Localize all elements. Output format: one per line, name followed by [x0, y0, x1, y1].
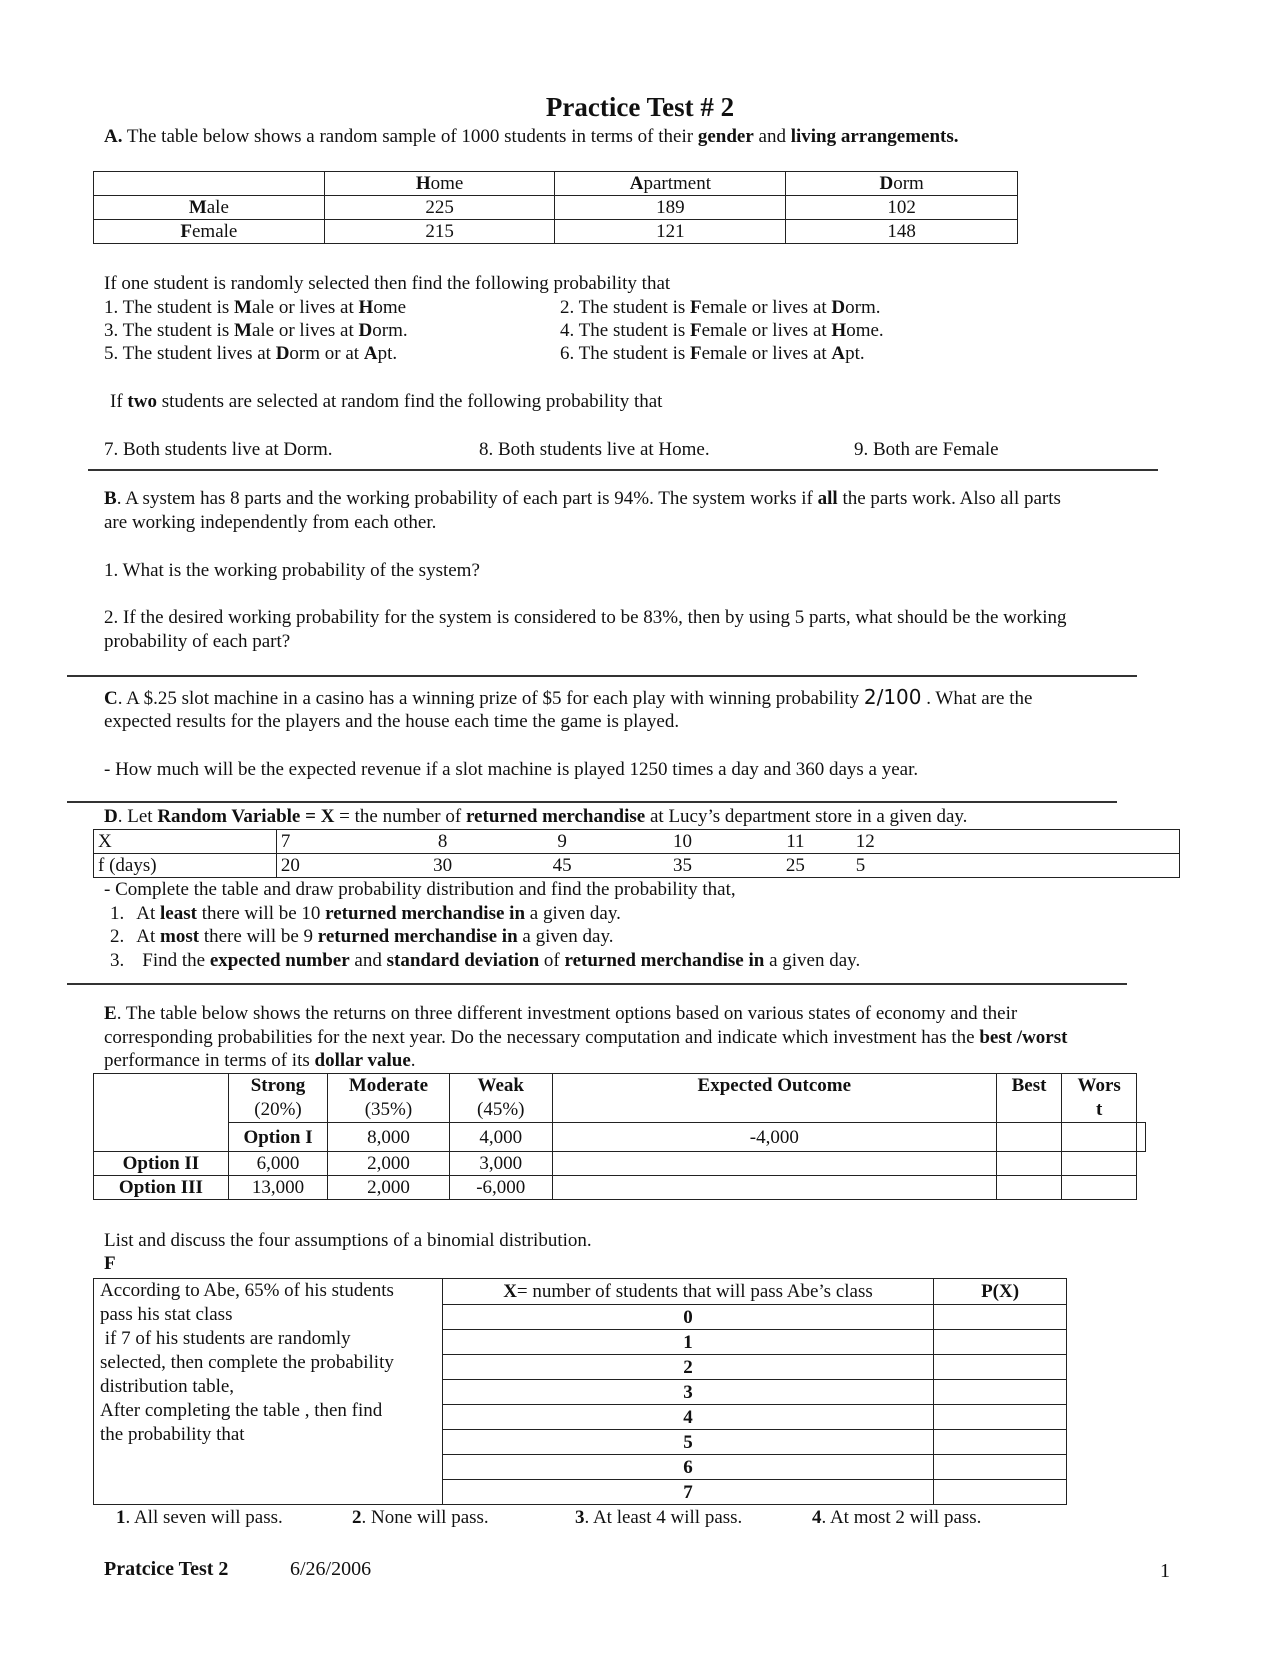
header-dorm: Dorm — [786, 172, 1018, 196]
cell-moderate: 2,000 — [328, 1176, 449, 1200]
question-f3: 3. At least 4 will pass. — [575, 1507, 743, 1528]
x-value: 8 — [387, 830, 498, 854]
cell-female-apartment: 121 — [555, 220, 786, 244]
row-label-option-iii: Option III — [94, 1176, 229, 1200]
x-value: 5 — [442, 1430, 933, 1455]
section-d-intro: D. Let Random Variable = X = the number of returned merchandise at Lucy’s department store in a given day. — [104, 806, 968, 827]
section-d-label: D — [104, 806, 118, 827]
section-a-intro: A. The table below shows a random sample of 1000 students in terms of their gender and living arrangements. — [104, 126, 959, 147]
question-a1: 1. The student is Male or lives at Home — [104, 297, 407, 318]
cell-best — [996, 1176, 1062, 1200]
cell-weak: -4,000 — [552, 1123, 996, 1152]
x-value: 7 — [276, 830, 387, 854]
cell-best — [996, 1152, 1062, 1176]
question-a5: 5. The student lives at Dorm or at Apt. — [104, 343, 398, 364]
cell-moderate: 2,000 — [328, 1152, 449, 1176]
question-f1: 1. All seven will pass. — [116, 1507, 283, 1528]
divider — [67, 801, 1117, 803]
header-weak: Weak (45%) — [449, 1074, 552, 1123]
cell-male-apartment: 189 — [555, 196, 786, 220]
question-d2: 2. At most there will be 9 returned merchandise in a given day. — [110, 926, 614, 947]
cell-expected — [552, 1152, 996, 1176]
table-row — [94, 196, 1018, 220]
table-row — [94, 830, 1180, 854]
row-label-option-i: Option I — [228, 1123, 327, 1152]
binomial-prompt: List and discuss the four assumptions of a binomial distribution. — [104, 1230, 592, 1251]
px-cell — [934, 1355, 1067, 1380]
px-cell — [934, 1405, 1067, 1430]
cell-strong: 6,000 — [228, 1152, 327, 1176]
winning-probability-fraction: 2/100 — [863, 685, 922, 709]
cell-female-dorm: 148 — [786, 220, 1018, 244]
row-label-f: f (days) — [94, 854, 277, 878]
f-value: 25 — [739, 854, 852, 878]
cell-worst — [1062, 1152, 1137, 1176]
section-c-line2: expected results for the players and the house each time the game is played. — [104, 711, 680, 732]
f-value: 20 — [276, 854, 387, 878]
px-cell — [934, 1455, 1067, 1480]
divider — [67, 675, 1137, 677]
x-value: 7 — [442, 1480, 933, 1505]
cell-best — [1062, 1123, 1137, 1152]
question-b2-line2: probability of each part? — [104, 631, 291, 652]
table-row — [94, 1152, 1146, 1176]
living-arrangement-table — [93, 171, 1018, 244]
table-row — [94, 1176, 1146, 1200]
cell-worst — [1062, 1176, 1137, 1200]
px-cell — [934, 1430, 1067, 1455]
cell-female-home: 215 — [324, 220, 555, 244]
section-f-label: F — [104, 1253, 116, 1274]
section-a-label: A. — [104, 126, 123, 147]
question-c: - How much will be the expected revenue if a slot machine is played 1250 times a day and 360 days a year. — [104, 759, 919, 780]
table-row — [94, 1123, 1146, 1152]
section-c-line1: C. A $.25 slot machine in a casino has a winning prize of $5 for each play with winning probability 2/100 . What are the — [104, 685, 1033, 709]
cell-strong: 8,000 — [328, 1123, 449, 1152]
section-e-line1: E. The table below shows the returns on three different investment options based on various states of economy and their — [104, 1003, 1018, 1024]
header-moderate: Moderate (35%) — [328, 1074, 449, 1123]
one-student-prompt: If one student is randomly selected then find the following probability that — [104, 273, 671, 294]
header-home: Home — [324, 172, 555, 196]
section-e-line2: corresponding probabilities for the next year. Do the necessary computation and indicate which investment has the best /worst — [104, 1027, 1068, 1048]
x-value: 11 — [739, 830, 852, 854]
f-value: 35 — [626, 854, 739, 878]
x-value: 2 — [442, 1355, 933, 1380]
px-cell — [934, 1305, 1067, 1330]
section-e-line3: performance in terms of its dollar value. — [104, 1050, 416, 1071]
px-cell — [934, 1330, 1067, 1355]
question-a9: 9. Both are Female — [854, 439, 999, 460]
footer-date: 6/26/2006 — [290, 1558, 372, 1580]
question-a2: 2. The student is Female or lives at Dorm. — [560, 297, 881, 318]
question-b2-line1: 2. If the desired working probability for the system is considered to be 83%, then by using 5 parts, what should be the working — [104, 607, 1067, 628]
header-strong: Strong (20%) — [228, 1074, 327, 1123]
question-a8: 8. Both students live at Home. — [479, 439, 710, 460]
table-row — [94, 172, 1018, 196]
x-value: 10 — [626, 830, 739, 854]
section-b-line1: B. A system has 8 parts and the working probability of each part is 94%. The system works if all the parts work. Also all parts — [104, 488, 1061, 509]
header-best: Best — [996, 1074, 1062, 1123]
row-label-x: X — [94, 830, 277, 854]
x-value: 9 — [498, 830, 626, 854]
question-f4: 4. At most 2 will pass. — [812, 1507, 982, 1528]
x-value: 4 — [442, 1405, 933, 1430]
table-row — [94, 1279, 1067, 1305]
two-students-prompt: If two students are selected at random find the following probability that — [110, 391, 663, 412]
section-c-label: C — [104, 688, 118, 709]
section-d-instruction: - Complete the table and draw probability distribution and find the probability that, — [104, 879, 736, 900]
section-b-label: B — [104, 488, 117, 509]
row-label-male: Male — [94, 196, 325, 220]
section-b-line2: are working independently from each other. — [104, 512, 437, 533]
x-value: 0 — [442, 1305, 933, 1330]
table-row — [94, 854, 1180, 878]
f-value: 5 — [852, 854, 1180, 878]
binomial-distribution-table — [93, 1278, 1067, 1505]
page-title: Practice Test # 2 — [545, 92, 735, 122]
cell-strong: 13,000 — [228, 1176, 327, 1200]
question-d1: 1. At least there will be 10 returned merchandise in a given day. — [110, 903, 621, 924]
header-expected-outcome: Expected Outcome — [552, 1074, 996, 1123]
cell-male-dorm: 102 — [786, 196, 1018, 220]
investment-table — [93, 1073, 1146, 1200]
header-x: X= number of students that will pass Abe’s class — [442, 1279, 933, 1305]
cell-moderate: 4,000 — [449, 1123, 552, 1152]
section-e-label: E — [104, 1003, 117, 1024]
cell-worst — [1137, 1123, 1146, 1152]
row-label-female: Female — [94, 220, 325, 244]
question-a3: 3. The student is Male or lives at Dorm. — [104, 320, 408, 341]
divider — [67, 983, 1127, 985]
px-cell — [934, 1480, 1067, 1505]
px-cell — [934, 1380, 1067, 1405]
cell-male-home: 225 — [324, 196, 555, 220]
question-d3: 3. Find the expected number and standard deviation of returned merchandise in a given day. — [110, 950, 861, 971]
section-f-description: According to Abe, 65% of his students pass his stat class if 7 of his students are randomly selected, then complete the probability distribution table, After completing the table , then find the probability that — [94, 1279, 443, 1505]
cell-weak: 3,000 — [449, 1152, 552, 1176]
returned-merchandise-table — [93, 829, 1180, 878]
page-number: 1 — [1160, 1560, 1170, 1582]
question-a4: 4. The student is Female or lives at Home. — [560, 320, 884, 341]
divider — [88, 469, 1158, 471]
header-apartment: Apartment — [555, 172, 786, 196]
cell-weak: -6,000 — [449, 1176, 552, 1200]
header-worst: Wors t — [1062, 1074, 1137, 1123]
x-value: 12 — [852, 830, 1180, 854]
footer-title: Pratcice Test 2 — [104, 1558, 229, 1580]
x-value: 6 — [442, 1455, 933, 1480]
question-b1: 1. What is the working probability of the system? — [104, 560, 480, 581]
table-row — [94, 220, 1018, 244]
cell-expected — [552, 1176, 996, 1200]
question-a7: 7. Both students live at Dorm. — [104, 439, 333, 460]
x-value: 3 — [442, 1380, 933, 1405]
f-value: 30 — [387, 854, 498, 878]
x-value: 1 — [442, 1330, 933, 1355]
table-row — [94, 1074, 1146, 1123]
question-a6: 6. The student is Female or lives at Apt. — [560, 343, 865, 364]
header-px: P(X) — [934, 1279, 1067, 1305]
question-f2: 2. None will pass. — [352, 1507, 489, 1528]
row-label-option-ii: Option II — [94, 1152, 229, 1176]
f-value: 45 — [498, 854, 626, 878]
cell-expected — [996, 1123, 1062, 1152]
